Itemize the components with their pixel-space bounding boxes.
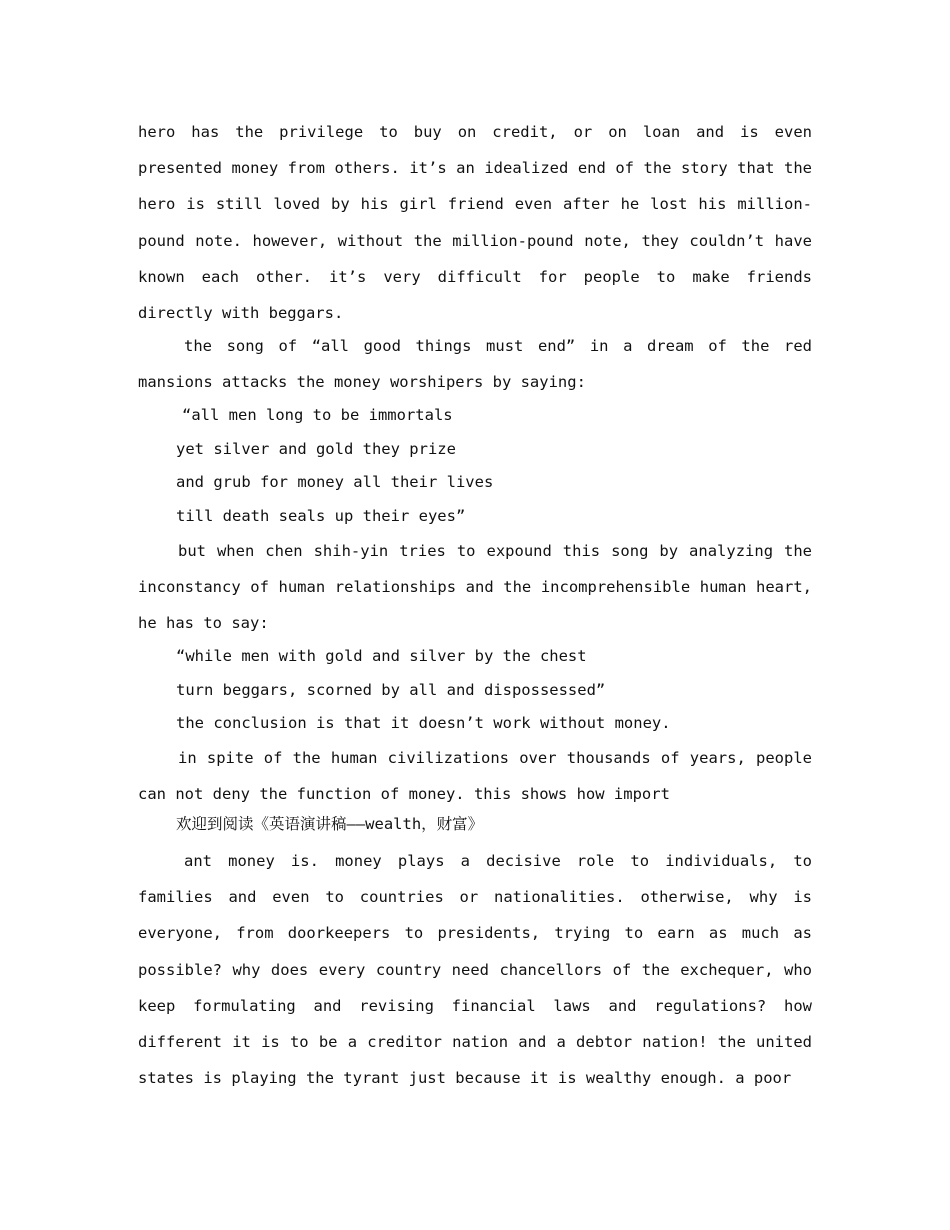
- verse-line: and grub for money all their lives: [176, 473, 494, 492]
- paragraph-song-intro: the song of “all good things must end” in a dream of the red mansions attacks the money worshipers by saying:: [138, 337, 812, 392]
- verse-gold-silver: [138, 640, 812, 707]
- verse-line: turn beggars, scorned by all and dispossessed”: [176, 680, 606, 699]
- paragraph-civilizations: in spite of the human civilizations over thousands of years, people can not deny the function of money. this shows how import: [138, 749, 812, 804]
- verse-line: till death seals up their eyes”: [176, 506, 466, 525]
- verse-all-men: [138, 399, 812, 533]
- paragraph-money-role: ant money is. money plays a decisive role to individuals, to families and even to countries or nationalities. otherwise, why is everyone, from doorkeepers to presidents, trying to earn as much as possible? why does every country need chancellors of the exchequer, who keep formulating and revising financial laws and regulations? how different it is to be a creditor nation and a debtor nation! the united states is playing the tyrant just because it is wealthy enough. a poor: [138, 852, 812, 1088]
- paragraph-conclusion: the conclusion is that it doesn’t work without money.: [176, 714, 671, 732]
- verse-line: “while men with gold and silver by the chest: [176, 647, 587, 665]
- verse-line: “all men long to be immortals: [182, 406, 453, 424]
- verse-line: yet silver and gold they prize: [176, 439, 456, 458]
- paragraph-chen-shih-yin: but when chen shih-yin tries to expound this song by analyzing the inconstancy of human relationships and the incomprehensible human heart, he has to say:: [138, 542, 812, 633]
- paragraph-hero-credit: hero has the privilege to buy on credit, or on loan and is even presented money from others. it’s an idealized end of the story that the hero is still loved by his girl friend even after he lost his million-pound note. however, without the million-pound note, they couldn’t have known each other. it’s very difficult for people to make friends directly with beggars.: [138, 123, 812, 323]
- reading-note: 欢迎到阅读《英语演讲稿——wealth，财富》: [176, 815, 484, 833]
